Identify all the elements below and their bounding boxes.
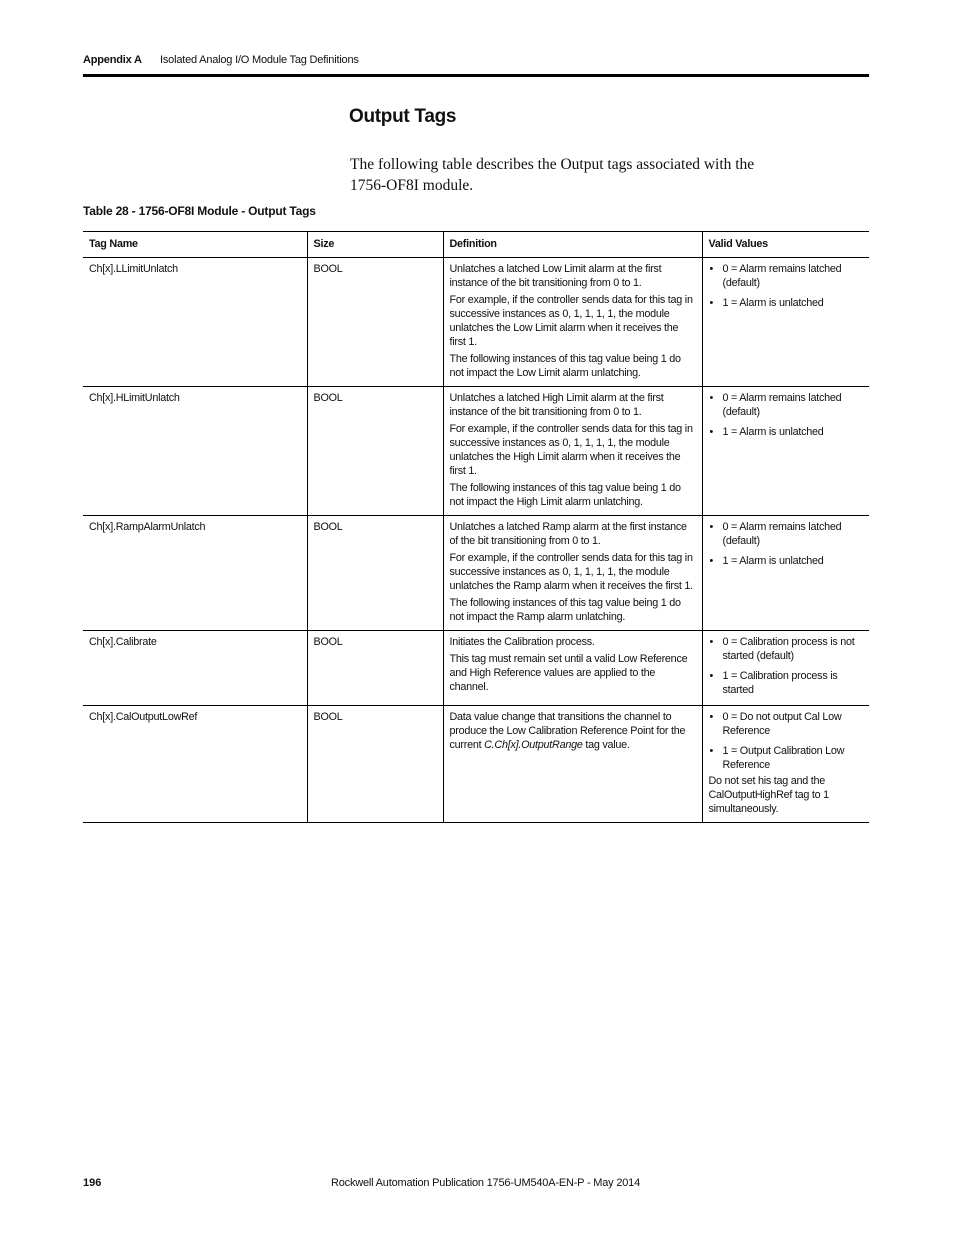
valid-values-cell <box>702 706 869 823</box>
size-cell: BOOL <box>307 387 443 516</box>
definition-cell <box>443 258 702 387</box>
definition-text: The following instances of this tag value being 1 do not impact the Ramp alarm unlatching. <box>449 597 681 623</box>
valid-values-list <box>709 710 864 772</box>
tag-name-cell: Ch[x].RampAlarmUnlatch <box>89 521 206 533</box>
header-tag-name: Tag Name <box>83 232 307 258</box>
tag-name-cell: Ch[x].HLimitUnlatch <box>89 392 180 404</box>
valid-values-list <box>709 391 864 439</box>
valid-values-cell <box>702 387 869 516</box>
valid-values-list <box>709 262 864 310</box>
table-row <box>83 387 869 516</box>
tag-name-cell: Ch[x].Calibrate <box>89 636 157 648</box>
tag-name-cell: Ch[x].LLimitUnlatch <box>89 263 178 275</box>
header-size: Size <box>307 232 443 258</box>
size-cell: BOOL <box>307 706 443 823</box>
size-cell: BOOL <box>307 631 443 706</box>
tag-name-cell: Ch[x].CalOutputLowRef <box>89 711 198 723</box>
table-row <box>83 706 869 823</box>
definition-text: Unlatches a latched High Limit alarm at the first instance of the bit transitioning from 0 to 1. <box>449 392 664 418</box>
definition-text: This tag must remain set until a valid Low Reference and High Reference values are applied to the channel. <box>449 653 688 693</box>
definition-cell <box>443 631 702 706</box>
running-header <box>83 53 869 75</box>
valid-value-item: • 1 = Calibration process is started <box>709 669 864 697</box>
page-title: Output Tags <box>349 106 457 127</box>
header-rule <box>83 74 869 77</box>
page-number: 196 <box>83 1177 102 1189</box>
table-row <box>83 258 869 387</box>
valid-values-list <box>709 635 864 697</box>
definition-text: For example, if the controller sends data for this tag in successive instances as 0, 1, 1, 1, 1, the module unlatches the High Limit alarm when it receives the first 1. <box>449 423 693 477</box>
output-tags-table <box>83 231 869 823</box>
definition-text: Unlatches a latched Low Limit alarm at the first instance of the bit transitioning from 0 to 1. <box>449 263 662 289</box>
appendix-label: Appendix A <box>83 54 142 66</box>
valid-value-item: • 0 = Alarm remains latched (default) <box>709 391 864 419</box>
valid-values-cell <box>702 631 869 706</box>
valid-value-item: • 0 = Alarm remains latched (default) <box>709 520 864 548</box>
definition-text: Initiates the Calibration process. <box>449 636 595 648</box>
table-header-row <box>83 232 869 258</box>
tag-reference: C.Ch[x].OutputRange <box>484 739 583 751</box>
definition-text: For example, if the controller sends data for this tag in successive instances as 0, 1, 1, 1, 1, the module unlatches the Low Limit alarm when it receives the first 1. <box>449 294 693 348</box>
valid-values-cell <box>702 258 869 387</box>
valid-value-item: • 1 = Output Calibration Low Reference <box>709 744 864 772</box>
section-title: Isolated Analog I/O Module Tag Definitions <box>160 54 359 66</box>
valid-value-item: • 1 = Alarm is unlatched <box>709 296 864 310</box>
size-cell: BOOL <box>307 258 443 387</box>
header-definition: Definition <box>443 232 702 258</box>
table-row <box>83 631 869 706</box>
valid-values-cell <box>702 516 869 631</box>
valid-values-list <box>709 520 864 568</box>
definition-cell <box>443 387 702 516</box>
valid-value-item: • 0 = Alarm remains latched (default) <box>709 262 864 290</box>
definition-text <box>450 710 696 752</box>
header-valid-values: Valid Values <box>702 232 869 258</box>
valid-value-item: • 1 = Alarm is unlatched <box>709 554 864 568</box>
intro-paragraph: The following table describes the Output tags associated with the 1756-OF8I module. <box>350 156 755 194</box>
valid-value-item: • 1 = Alarm is unlatched <box>709 425 864 439</box>
publication-info: Rockwell Automation Publication 1756-UM540A-EN-P - May 2014 <box>331 1177 640 1189</box>
definition-cell <box>443 706 702 823</box>
definition-cell <box>443 516 702 631</box>
size-cell: BOOL <box>307 516 443 631</box>
definition-text: For example, if the controller sends data for this tag in successive instances as 0, 1, 1, 1, 1, the module unlatches the Ramp alarm when it receives the first 1. <box>449 552 693 592</box>
table-caption: Table 28 - 1756-OF8I Module - Output Tags <box>83 204 316 218</box>
table-row <box>83 516 869 631</box>
definition-text: Unlatches a latched Ramp alarm at the first instance of the bit transitioning from 0 to 1. <box>449 521 687 547</box>
valid-value-item: • 0 = Calibration process is not started (default) <box>709 635 864 663</box>
valid-value-item: • 0 = Do not output Cal Low Reference <box>709 710 864 738</box>
definition-text: The following instances of this tag value being 1 do not impact the Low Limit alarm unlatching. <box>449 353 681 379</box>
definition-text: The following instances of this tag value being 1 do not impact the High Limit alarm unlatching. <box>449 482 681 508</box>
definition-text-end: tag value. <box>582 739 630 751</box>
definition-text-start: Data value change that transitions the channel to produce the Low Calibration Reference Point for the current <box>449 711 686 751</box>
valid-values-note: Do not set his tag and the CalOutputHighRef tag to 1 simultaneously. <box>708 775 829 815</box>
